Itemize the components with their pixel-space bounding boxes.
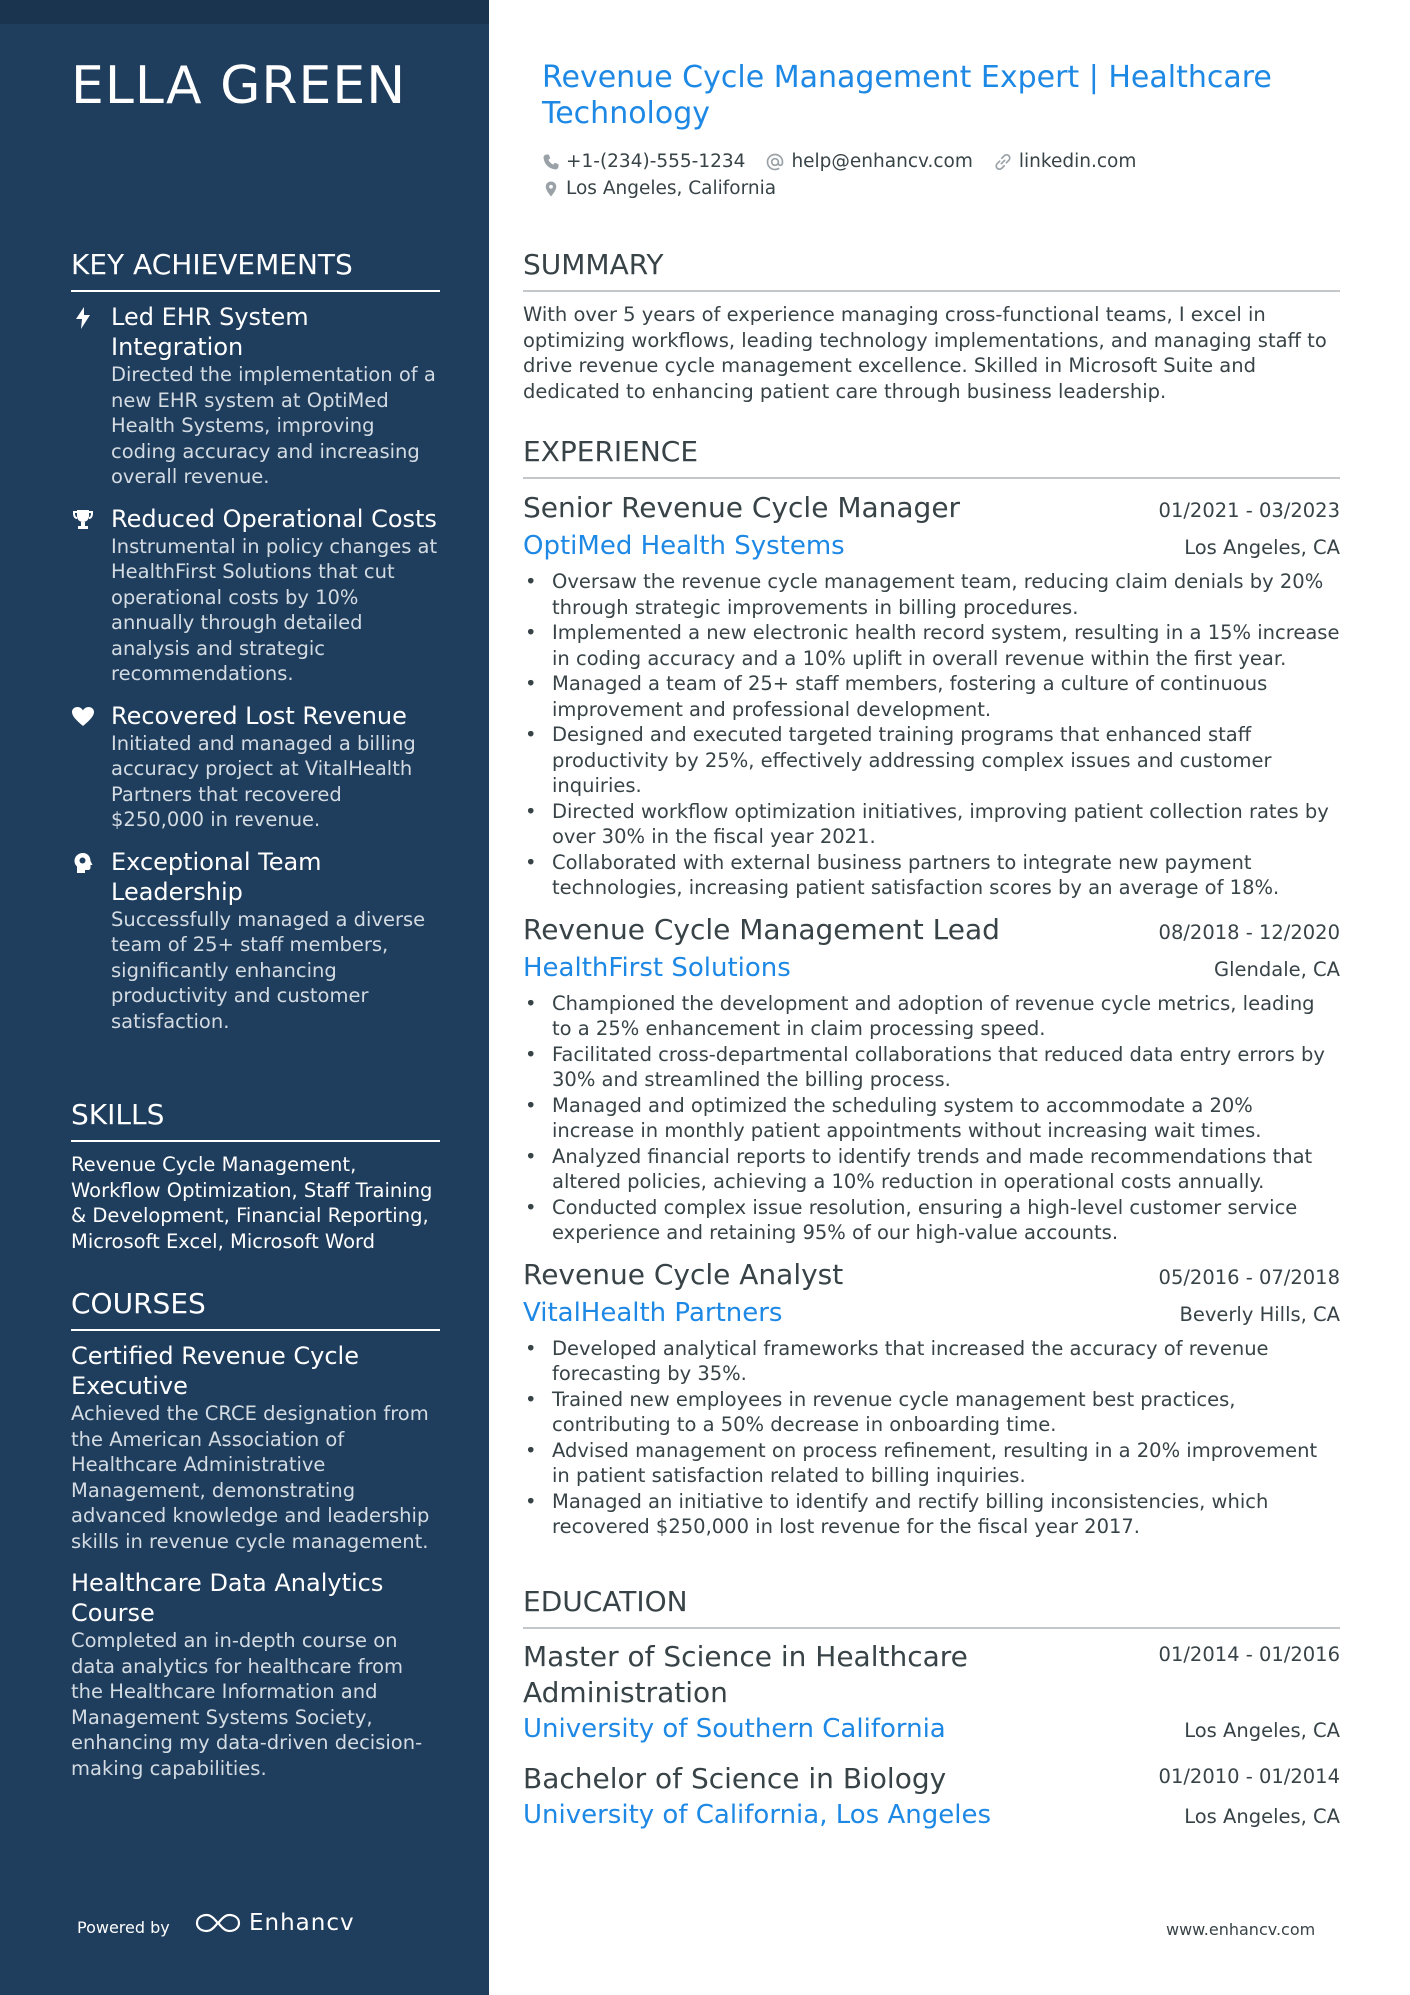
sidebar	[0, 0, 489, 1995]
job-bullets	[523, 1336, 1340, 1540]
bullet-item: • Trained new employees in revenue cycle management best practices, contributing to a 50% decrease in onboarding time.	[523, 1387, 1340, 1438]
experience-section	[523, 435, 1340, 1550]
education-entry	[523, 1761, 1340, 1833]
at-icon	[765, 152, 785, 172]
company-name: OptiMed Health Systems	[523, 531, 845, 561]
job-title: Senior Revenue Cycle Manager	[523, 491, 961, 524]
achievement-title: Reduced Operational Costs	[111, 504, 437, 533]
job-entry	[523, 489, 1340, 901]
linkedin-contact[interactable]	[993, 151, 1136, 172]
email-contact[interactable]	[765, 151, 972, 172]
link-icon	[993, 152, 1013, 172]
bullet-item: • Directed workflow optimization initiatives, improving patient collection rates by over 30% in the fiscal year 2021.	[523, 799, 1340, 850]
section-heading: SUMMARY	[523, 248, 1340, 292]
bullet-item: • Conducted complex issue resolution, ensuring a high-level customer service experience and retaining 95% of our high-value accounts.	[523, 1195, 1340, 1246]
professional-headline: Revenue Cycle Management Expert | Healthcare Technology	[542, 60, 1272, 131]
achievement-description: Successfully managed a diverse team of 25+ staff members, significantly enhancing productivity and customer satisfaction.	[111, 907, 426, 1033]
course-title: Certified Revenue Cycle Executive	[71, 1342, 359, 1400]
section-heading: EXPERIENCE	[523, 435, 1340, 479]
enhancv-logo[interactable]	[195, 1910, 355, 1936]
education-entry	[523, 1639, 1340, 1747]
linkedin-url: linkedin.com	[1018, 151, 1137, 172]
phone-number: +1-(234)-555-1234	[566, 151, 746, 172]
job-location: Beverly Hills, CA	[1179, 1302, 1340, 1326]
skills-list: Revenue Cycle Management, Workflow Optimization, Staff Training & Development, Financial Reporting, Microsoft Excel, Microsoft Word	[71, 1153, 433, 1253]
company-name: HealthFirst Solutions	[523, 952, 791, 983]
bullet-item: • Oversaw the revenue cycle management team, reducing claim denials by 20% through strategic improvements in billing procedures.	[523, 569, 1340, 620]
trophy-icon	[71, 508, 95, 532]
achievement-title: Led EHR System Integration	[111, 303, 309, 361]
course-description: Achieved the CRCE designation from the American Association of Healthcare Administrative Management, demonstrating advanced knowledge and leadership skills in revenue cycle management.	[71, 1402, 430, 1553]
skills-section	[71, 1098, 440, 1254]
job-title: Revenue Cycle Management Lead	[523, 912, 1000, 946]
job-bullets	[523, 569, 1340, 901]
bullet-item: • Managed a team of 25+ staff members, fostering a culture of continuous improvement and professional development.	[523, 671, 1340, 722]
achievement-item	[71, 847, 440, 1035]
bullet-item: • Collaborated with external business partners to integrate new payment technologies, increasing patient satisfaction scores by an average of 18%.	[523, 850, 1340, 901]
education-dates: 01/2014 - 01/2016	[1158, 1643, 1340, 1666]
bullet-item: • Facilitated cross-departmental collaborations that reduced data entry errors by 30% and streamlined the billing process.	[523, 1042, 1340, 1093]
achievement-item	[71, 504, 440, 687]
phone-icon	[542, 153, 560, 171]
phone-contact[interactable]	[542, 151, 745, 172]
course-item	[71, 1568, 440, 1781]
achievement-item	[71, 302, 440, 490]
section-heading: EDUCATION	[523, 1585, 1340, 1629]
section-heading: COURSES	[71, 1287, 440, 1331]
job-bullets	[523, 991, 1340, 1246]
school-location: Los Angeles, CA	[1184, 1805, 1340, 1828]
section-heading: KEY ACHIEVEMENTS	[71, 248, 440, 292]
sidebar-top-strip	[0, 0, 489, 24]
school-name: University of California, Los Angeles	[523, 1800, 992, 1830]
bullet-item: • Analyzed financial reports to identify trends and made recommendations that altered policies, achieving a 10% reduction in operational costs annually.	[523, 1144, 1340, 1195]
job-title: Revenue Cycle Analyst	[523, 1257, 844, 1291]
brand-name: Enhancv	[249, 1910, 355, 1936]
bullet-item: • Managed an initiative to identify and rectify billing inconsistencies, which recovered $250,000 in lost revenue for the fiscal year 2017.	[523, 1489, 1340, 1540]
company-name: VitalHealth Partners	[523, 1297, 783, 1328]
key-achievements-section	[71, 248, 440, 1048]
head-icon	[71, 851, 95, 875]
powered-by-label: Powered by	[77, 1918, 170, 1937]
course-title: Healthcare Data Analytics Course	[71, 1569, 384, 1627]
job-entry	[523, 911, 1340, 1246]
location-text: Los Angeles, California	[566, 178, 777, 199]
school-name: University of Southern California	[523, 1714, 946, 1744]
summary-text: With over 5 years of experience managing cross-functional teams, I excel in optimizing workflows, leading technology implementations, and managing staff to drive revenue cycle management excellence. Skilled in Microsoft Suite and dedicated to enhancing patient care through business leadership.	[523, 303, 1327, 403]
achievement-title: Exceptional Team Leadership	[111, 847, 322, 906]
summary-section	[523, 248, 1340, 404]
bullet-item: • Advised management on process refinement, resulting in a 20% improvement in patient satisfaction related to billing inquiries.	[523, 1438, 1340, 1489]
job-location: Los Angeles, CA	[1184, 536, 1340, 559]
school-location: Los Angeles, CA	[1184, 1719, 1340, 1742]
bullet-item: • Championed the development and adoption of revenue cycle metrics, leading to a 25% enhancement in claim processing speed.	[523, 991, 1340, 1042]
achievement-description: Instrumental in policy changes at HealthFirst Solutions that cut operational costs by 10% annually through detailed analysis and strategic recommendations.	[111, 534, 438, 685]
heart-icon	[71, 705, 95, 729]
achievement-description: Directed the implementation of a new EHR system at OptiMed Health Systems, improving coding accuracy and increasing overall revenue.	[111, 363, 436, 488]
contact-info	[542, 148, 1156, 202]
achievement-item	[71, 701, 440, 833]
course-item	[71, 1341, 440, 1554]
job-dates: 08/2018 - 12/2020	[1158, 920, 1340, 944]
infinity-logo-icon	[195, 1911, 241, 1935]
bullet-item: • Managed and optimized the scheduling system to accommodate a 20% increase in monthly patient appointments without increasing wait times.	[523, 1093, 1340, 1144]
candidate-name: ELLA GREEN	[71, 56, 407, 116]
education-section	[523, 1585, 1340, 1847]
job-dates: 05/2016 - 07/2018	[1158, 1265, 1340, 1289]
location-contact	[542, 178, 776, 199]
job-dates: 01/2021 - 03/2023	[1158, 499, 1340, 522]
achievement-title: Recovered Lost Revenue	[111, 701, 407, 730]
bullet-item: • Implemented a new electronic health record system, resulting in a 15% increase in coding accuracy and a 10% uplift in overall revenue within the first year.	[523, 620, 1340, 671]
website-link[interactable]: www.enhancv.com	[1166, 1920, 1316, 1939]
degree-title: Bachelor of Science in Biology	[523, 1762, 947, 1795]
location-pin-icon	[542, 179, 560, 199]
education-dates: 01/2010 - 01/2014	[1158, 1765, 1340, 1788]
achievement-description: Initiated and managed a billing accuracy project at VitalHealth Partners that recovered $250,000 in revenue.	[111, 731, 416, 831]
bolt-icon	[71, 306, 95, 330]
section-heading: SKILLS	[71, 1098, 440, 1142]
courses-section	[71, 1287, 440, 1795]
bullet-item: • Developed analytical frameworks that increased the accuracy of revenue forecasting by 35%.	[523, 1336, 1340, 1387]
email-address: help@enhancv.com	[791, 151, 973, 172]
degree-title: Master of Science in Healthcare Administration	[523, 1640, 968, 1709]
job-location: Glendale, CA	[1214, 957, 1340, 981]
job-entry	[523, 1256, 1340, 1540]
bullet-item: • Designed and executed targeted training programs that enhanced staff productivity by 25%, effectively addressing complex issues and customer inquiries.	[523, 722, 1340, 799]
course-description: Completed an in-depth course on data analytics for healthcare from the Healthcare Information and Management Systems Society, enhancing my data-driven decision-making capabilities.	[71, 1629, 423, 1780]
